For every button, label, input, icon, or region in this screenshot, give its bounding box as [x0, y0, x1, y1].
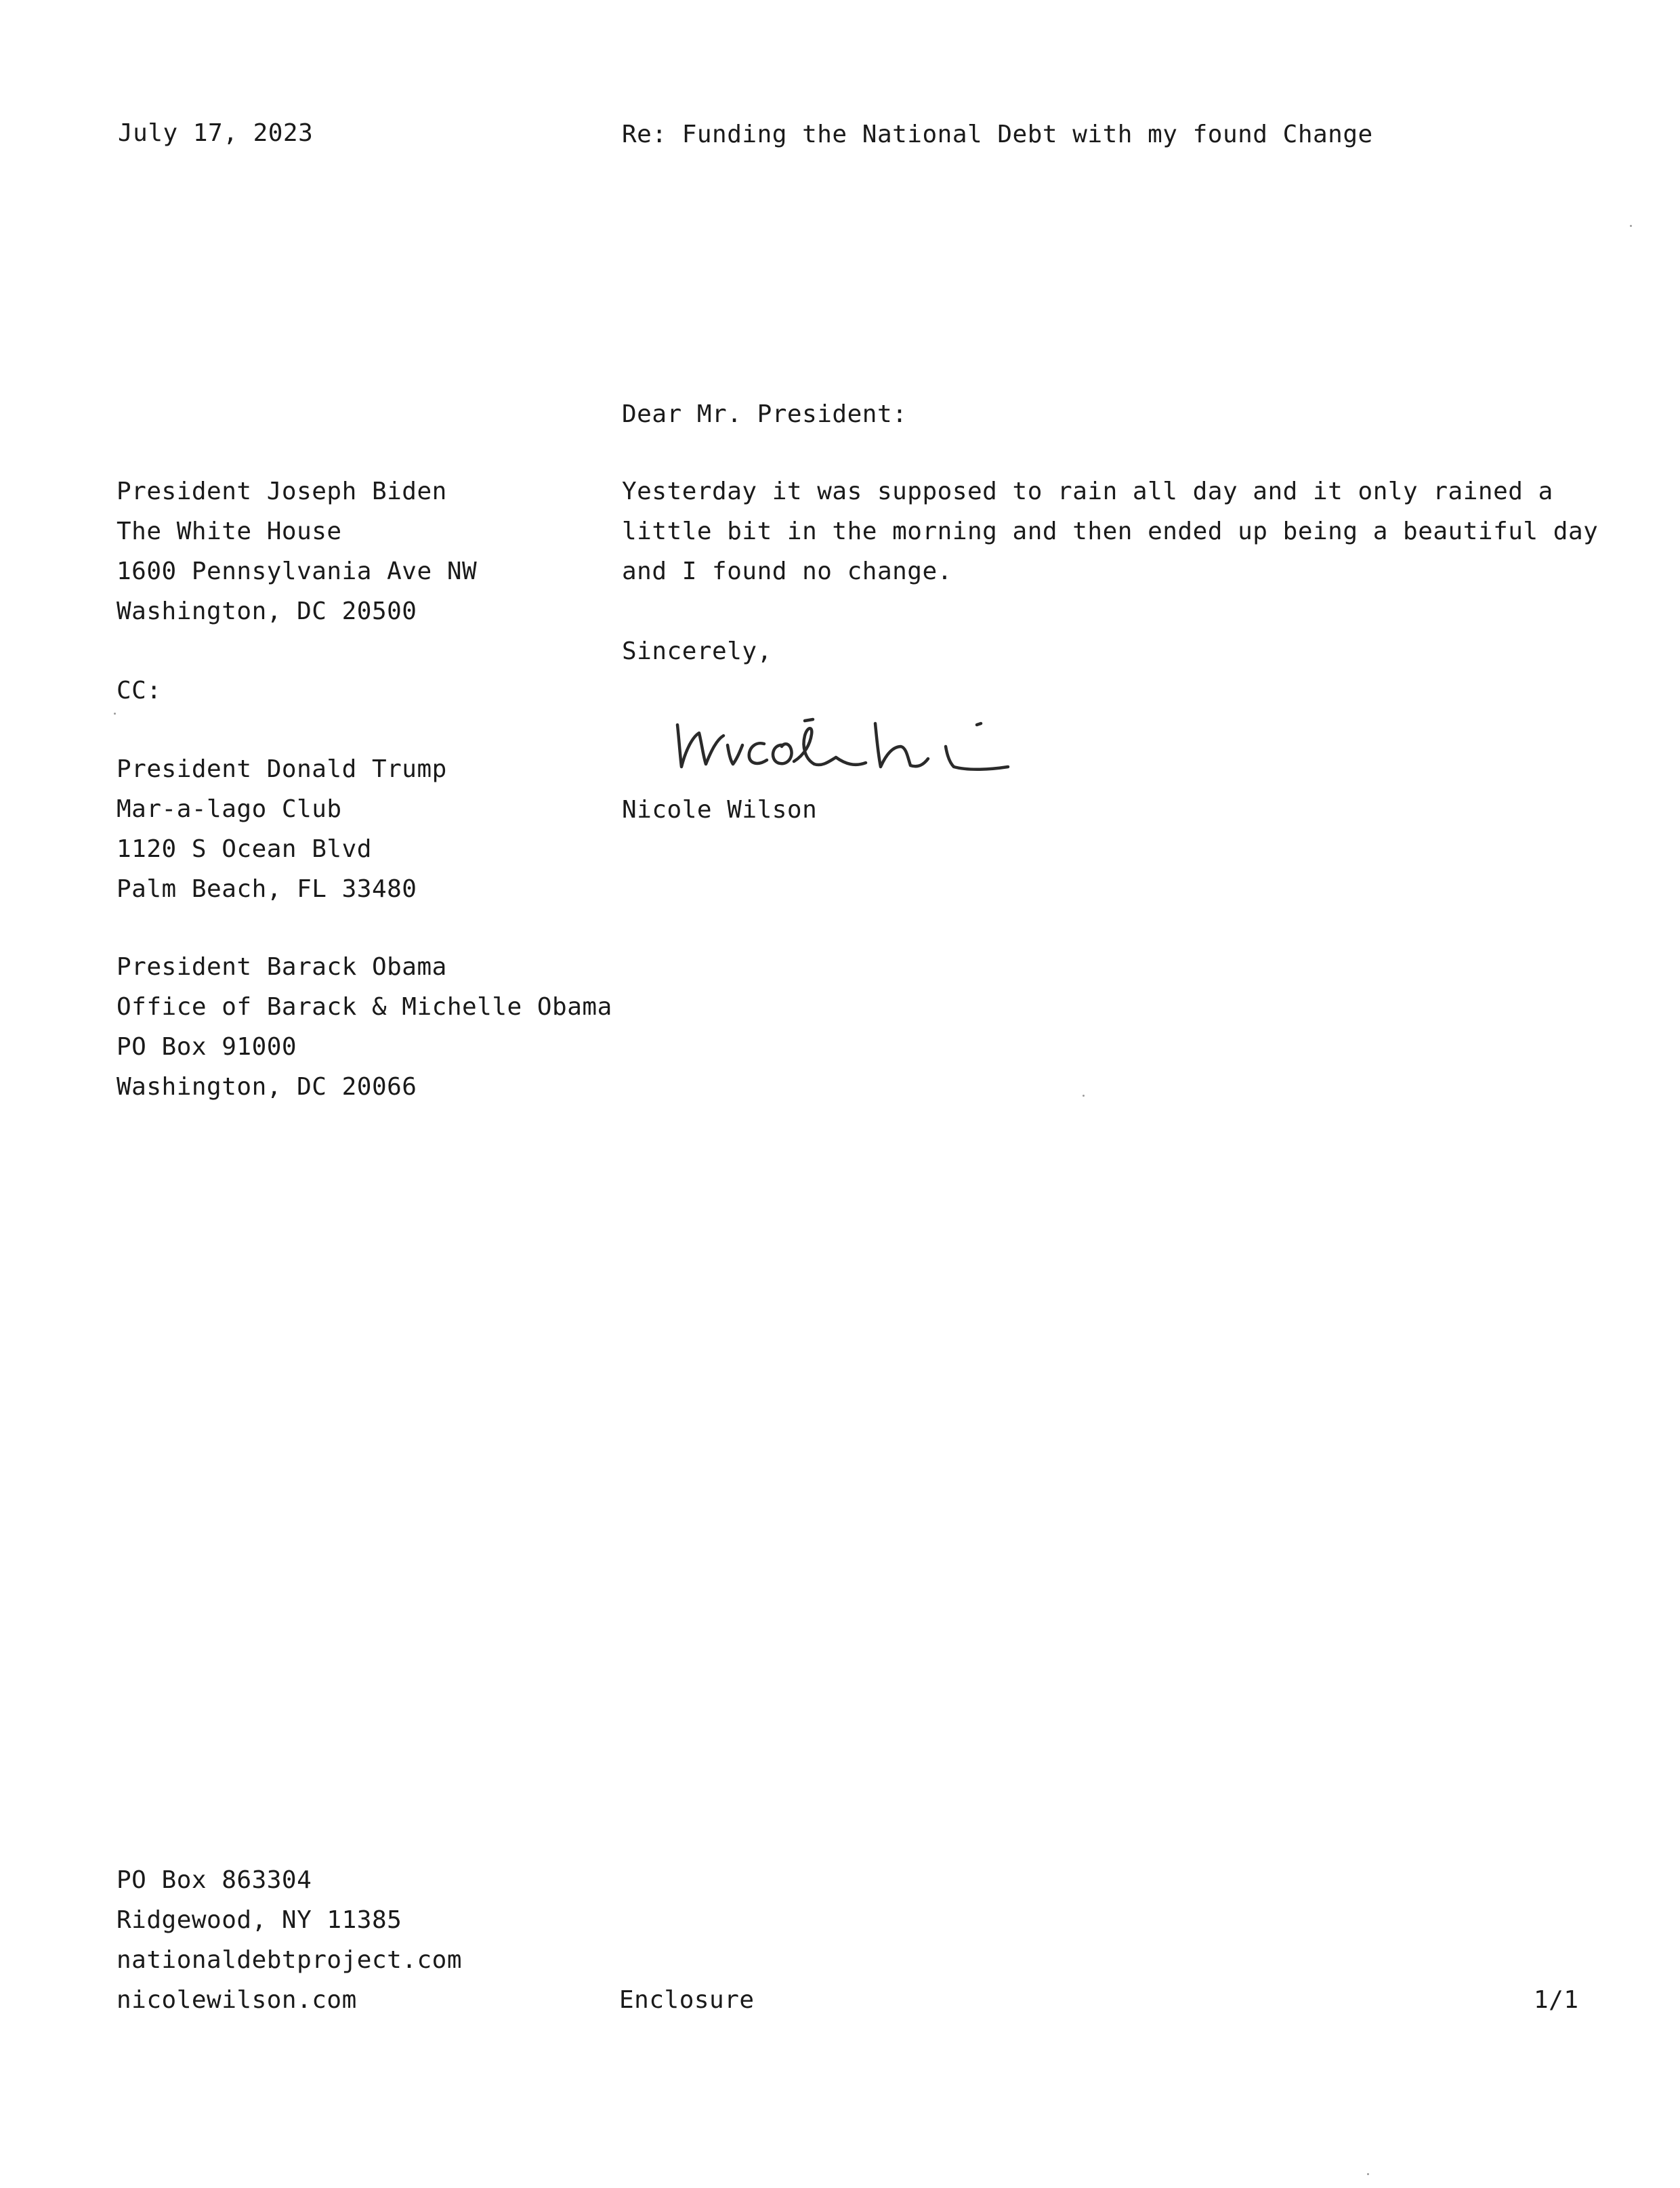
recipient-address-line: President Joseph Biden	[117, 478, 447, 505]
page-number: 1/1	[1534, 1986, 1579, 2014]
scan-speck	[1367, 2173, 1369, 2175]
sender-line: nationaldebtproject.com	[117, 1946, 462, 1974]
scan-speck	[1083, 1095, 1085, 1097]
subject-line: Re: Funding the National Debt with my found Change	[622, 121, 1373, 148]
cc-address-line: Palm Beach, FL 33480	[117, 875, 417, 903]
letter-date: July 17, 2023	[118, 119, 314, 147]
handwritten-signature	[672, 696, 1024, 784]
cc-recipient-obama	[117, 947, 612, 1107]
sender-contact	[117, 1860, 462, 2020]
recipient-address-line: Washington, DC 20500	[117, 597, 417, 625]
cc-address-line: Washington, DC 20066	[117, 1073, 417, 1101]
body-line: and I found no change.	[622, 557, 952, 585]
recipient-address-line: 1600 Pennsylvania Ave NW	[117, 557, 478, 585]
cc-address-line: Mar-a-lago Club	[117, 795, 342, 823]
recipient-address-line: The White House	[117, 518, 342, 545]
sender-line: PO Box 863304	[117, 1866, 312, 1894]
salutation: Dear Mr. President:	[622, 400, 908, 428]
cc-address-line: President Barack Obama	[117, 953, 447, 981]
cc-label: CC:	[117, 677, 162, 704]
letter-body	[622, 471, 1598, 591]
sender-line: nicolewilson.com	[117, 1986, 357, 2014]
cc-address-line: PO Box 91000	[117, 1033, 297, 1061]
closing: Sincerely,	[622, 637, 772, 665]
enclosure-note: Enclosure	[619, 1986, 755, 2014]
recipient-address	[117, 471, 477, 631]
body-line: Yesterday it was supposed to rain all day and it only rained a	[622, 478, 1553, 505]
body-line: little bit in the morning and then ended up being a beautiful day	[622, 518, 1599, 545]
cc-recipient-trump	[117, 749, 447, 909]
sender-line: Ridgewood, NY 11385	[117, 1906, 402, 1934]
cc-address-line: President Donald Trump	[117, 755, 447, 783]
cc-address-line: 1120 S Ocean Blvd	[117, 835, 372, 863]
signer-name: Nicole Wilson	[622, 796, 818, 824]
scan-speck	[114, 713, 116, 715]
cc-address-line: Office of Barack & Michelle Obama	[117, 993, 612, 1021]
scan-speck	[1630, 225, 1632, 227]
